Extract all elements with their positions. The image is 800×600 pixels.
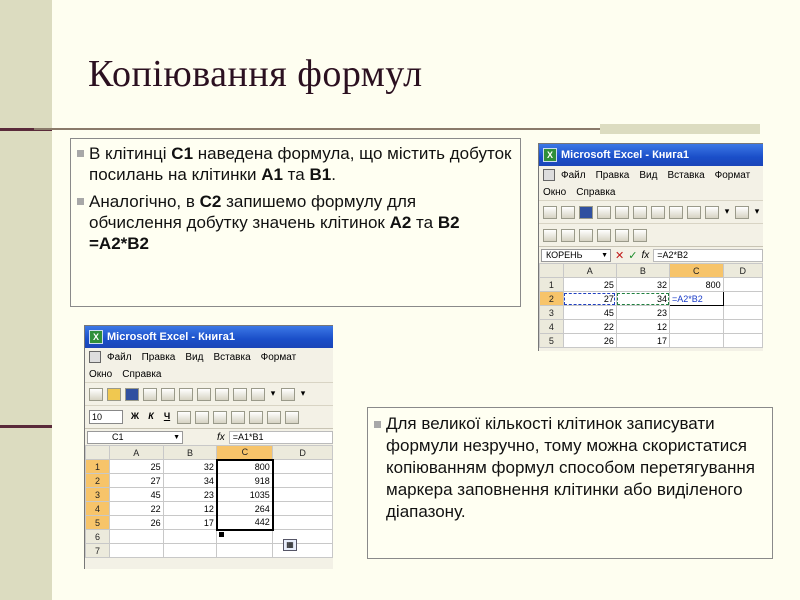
paste-options-icon[interactable]: ▦ xyxy=(283,539,297,551)
table-row xyxy=(86,502,333,516)
new-icon[interactable] xyxy=(89,388,103,401)
formatting-toolbar xyxy=(539,223,763,246)
chevron-down-icon[interactable]: ▾ xyxy=(300,387,306,398)
explanation-textbox xyxy=(70,138,521,307)
enter-icon[interactable]: ✓ xyxy=(628,249,638,262)
row-header[interactable]: 4 xyxy=(86,502,110,516)
chevron-down-icon[interactable]: ▾ xyxy=(724,205,730,216)
cell[interactable]: 32 xyxy=(163,460,217,474)
excel-title: Microsoft Excel - Книга1 xyxy=(107,331,236,343)
formula-bar xyxy=(85,428,333,445)
cancel-icon[interactable]: ✕ xyxy=(615,249,625,262)
slide-title: Копіювання формул xyxy=(88,53,423,95)
formula-input[interactable]: =A2*B2 xyxy=(653,249,763,262)
align-left-icon[interactable] xyxy=(177,411,191,424)
table-row xyxy=(540,278,763,292)
row-header[interactable]: 7 xyxy=(86,544,110,558)
redo-icon[interactable] xyxy=(735,206,749,219)
fill-handle[interactable] xyxy=(219,532,224,537)
chevron-down-icon: ▼ xyxy=(173,433,180,441)
cell[interactable]: 45 xyxy=(563,306,616,320)
formatting-toolbar xyxy=(85,405,333,428)
cell[interactable]: 23 xyxy=(616,306,669,320)
cell[interactable] xyxy=(109,544,163,558)
cell[interactable]: 26 xyxy=(563,334,616,348)
excel-window-filled xyxy=(84,325,333,569)
cell[interactable] xyxy=(273,544,333,558)
cell[interactable]: 22 xyxy=(109,502,163,516)
cell[interactable] xyxy=(723,334,762,348)
menu-bar xyxy=(539,166,763,184)
standard-toolbar xyxy=(85,382,333,405)
menu-edit[interactable]: Правка xyxy=(595,169,630,181)
cell[interactable]: 12 xyxy=(616,320,669,334)
menu-window[interactable]: Окно xyxy=(543,186,567,198)
cell[interactable] xyxy=(163,530,217,544)
cut-icon[interactable] xyxy=(633,206,647,219)
menu-format[interactable]: Формат xyxy=(714,169,751,181)
table-row xyxy=(86,488,333,502)
row-header[interactable]: 1 xyxy=(540,278,564,292)
preview-icon[interactable] xyxy=(161,388,175,401)
percent-icon[interactable] xyxy=(267,411,281,424)
table-row xyxy=(86,474,333,488)
row-header[interactable]: 3 xyxy=(86,488,110,502)
save-icon[interactable] xyxy=(125,388,139,401)
row-header[interactable]: 4 xyxy=(540,320,564,334)
function-icon[interactable]: fx xyxy=(641,249,650,261)
chevron-down-icon[interactable]: ▾ xyxy=(754,205,760,216)
excel-logo-icon: X xyxy=(543,148,557,162)
merge-icon[interactable] xyxy=(597,229,611,242)
column-header[interactable]: C xyxy=(217,446,273,460)
cell[interactable] xyxy=(273,474,333,488)
align-right-icon[interactable] xyxy=(213,411,227,424)
thousands-icon[interactable] xyxy=(285,411,299,424)
cell[interactable] xyxy=(109,530,163,544)
menu-help[interactable]: Справка xyxy=(122,368,162,380)
menu-view[interactable]: Вид xyxy=(185,351,204,363)
column-header[interactable]: D xyxy=(273,446,333,460)
cell[interactable]: 12 xyxy=(163,502,217,516)
font-size-select[interactable]: 10 xyxy=(89,410,123,424)
selected-cell[interactable]: 442 xyxy=(217,516,273,530)
editing-cell[interactable]: =A2*B2 xyxy=(670,292,724,306)
select-all-corner[interactable] xyxy=(86,446,110,460)
italic-icon[interactable]: К xyxy=(148,410,154,421)
cell[interactable] xyxy=(217,530,273,544)
table-row xyxy=(86,516,333,530)
column-header-row xyxy=(540,264,763,278)
paste-icon[interactable] xyxy=(669,206,683,219)
paragraph-3 xyxy=(378,413,764,523)
currency-icon[interactable] xyxy=(615,229,629,242)
print-icon[interactable] xyxy=(143,388,157,401)
underline-icon[interactable]: Ч xyxy=(163,410,171,421)
column-header[interactable]: C xyxy=(670,264,724,278)
document-icon xyxy=(89,351,101,363)
menu-view[interactable]: Вид xyxy=(639,169,658,181)
save-icon[interactable] xyxy=(579,206,593,219)
bullet-icon xyxy=(77,150,84,157)
print-icon[interactable] xyxy=(597,206,611,219)
cell[interactable] xyxy=(670,306,724,320)
excel-window-editing xyxy=(538,143,763,351)
menu-help[interactable]: Справка xyxy=(576,186,616,198)
redo-icon[interactable] xyxy=(281,388,295,401)
selected-cell[interactable]: 800 xyxy=(217,460,273,474)
table-row xyxy=(86,460,333,474)
selected-cell[interactable]: 1035 xyxy=(217,488,273,502)
align-center-icon[interactable] xyxy=(561,229,575,242)
cell[interactable]: 17 xyxy=(163,516,217,530)
row-header[interactable]: 3 xyxy=(540,306,564,320)
cell[interactable] xyxy=(723,278,762,292)
menu-bar xyxy=(85,348,333,366)
column-header[interactable]: D xyxy=(723,264,762,278)
preview-icon[interactable] xyxy=(615,206,629,219)
paragraph-2 xyxy=(81,191,512,254)
copy-icon[interactable] xyxy=(197,388,211,401)
open-icon[interactable] xyxy=(107,388,121,401)
worksheet-grid xyxy=(539,263,763,348)
copy-icon[interactable] xyxy=(651,206,665,219)
copy-tip-textbox xyxy=(367,407,773,559)
cell[interactable] xyxy=(273,502,333,516)
menu-bar-2 xyxy=(539,184,763,200)
column-header-row xyxy=(86,446,333,460)
row-header[interactable]: 2 xyxy=(540,292,564,306)
menu-file[interactable]: Файл xyxy=(561,169,586,181)
excel-logo-icon: X xyxy=(89,330,103,344)
selected-cell[interactable]: 264 xyxy=(217,502,273,516)
percent-icon[interactable] xyxy=(633,229,647,242)
cell[interactable] xyxy=(217,544,273,558)
cell[interactable] xyxy=(273,530,333,544)
cell[interactable] xyxy=(163,544,217,558)
table-row xyxy=(540,292,763,306)
paragraph-1 xyxy=(81,143,512,185)
row-header[interactable]: 5 xyxy=(86,516,110,530)
chevron-down-icon: ▼ xyxy=(601,251,608,259)
undo-icon[interactable] xyxy=(251,388,265,401)
select-all-corner[interactable] xyxy=(540,264,564,278)
new-icon[interactable] xyxy=(543,206,557,219)
chevron-down-icon[interactable]: ▾ xyxy=(270,387,276,398)
cell[interactable]: 45 xyxy=(109,488,163,502)
cell[interactable] xyxy=(723,306,762,320)
excel-title: Microsoft Excel - Книга1 xyxy=(561,149,690,161)
paragraph-2-text: Аналогічно, в С2 запишемо формулу для обчислення добутку значень клітинок А2 та В2 =А2*В2 xyxy=(89,192,460,253)
decorative-side-band xyxy=(0,0,52,600)
row-header[interactable]: 1 xyxy=(86,460,110,474)
function-icon[interactable]: fx xyxy=(217,431,225,443)
menu-format[interactable]: Формат xyxy=(260,351,297,363)
menu-window[interactable]: Окно xyxy=(89,368,113,380)
format-painter-icon[interactable] xyxy=(233,388,247,401)
cell[interactable]: 34 xyxy=(616,292,669,306)
align-right-icon[interactable] xyxy=(579,229,593,242)
cell[interactable] xyxy=(670,320,724,334)
cell[interactable]: 27 xyxy=(563,292,616,306)
open-icon[interactable] xyxy=(561,206,575,219)
paragraph-1-text: В клітинці С1 наведена формула, що містить добуток посилань на клітинки А1 та В1. xyxy=(89,144,512,184)
table-row xyxy=(540,334,763,348)
align-center-icon[interactable] xyxy=(195,411,209,424)
band-divider xyxy=(0,425,52,428)
selected-cell[interactable]: 918 xyxy=(217,474,273,488)
cell[interactable]: 23 xyxy=(163,488,217,502)
menu-insert[interactable]: Вставка xyxy=(667,169,705,181)
menu-insert[interactable]: Вставка xyxy=(213,351,251,363)
name-box[interactable]: КОРЕНЬ ▼ xyxy=(541,249,611,262)
formula-input[interactable]: =A1*B1 xyxy=(229,431,333,444)
merge-icon[interactable] xyxy=(231,411,245,424)
paste-icon[interactable] xyxy=(215,388,229,401)
paragraph-3-text: Для великої кількості клітинок записувати формули незручно, тому можна скористатися копіюванням формул способом перетягування маркера заповнення клітинки або виділеного діапазону. xyxy=(386,414,755,521)
cell[interactable] xyxy=(723,292,762,306)
currency-icon[interactable] xyxy=(249,411,263,424)
row-header[interactable]: 2 xyxy=(86,474,110,488)
cell[interactable]: 800 xyxy=(670,278,724,292)
cell[interactable]: 26 xyxy=(109,516,163,530)
menu-edit[interactable]: Правка xyxy=(141,351,176,363)
column-header[interactable]: A xyxy=(109,446,163,460)
cell[interactable]: 25 xyxy=(109,460,163,474)
cell[interactable]: 22 xyxy=(563,320,616,334)
cell[interactable]: 25 xyxy=(563,278,616,292)
cell[interactable]: 27 xyxy=(109,474,163,488)
cell[interactable] xyxy=(273,460,333,474)
undo-icon[interactable] xyxy=(705,206,719,219)
column-header[interactable]: B xyxy=(616,264,669,278)
cell[interactable]: 17 xyxy=(616,334,669,348)
column-header[interactable]: B xyxy=(163,446,217,460)
bullet-icon xyxy=(374,421,381,428)
cell[interactable] xyxy=(723,320,762,334)
column-header[interactable]: A xyxy=(563,264,616,278)
cell[interactable] xyxy=(670,334,724,348)
cell[interactable] xyxy=(273,516,333,530)
cell[interactable]: 34 xyxy=(163,474,217,488)
menu-file[interactable]: Файл xyxy=(107,351,132,363)
cell[interactable] xyxy=(273,488,333,502)
excel-title-bar xyxy=(539,144,763,166)
standard-toolbar xyxy=(539,200,763,223)
table-row xyxy=(540,320,763,334)
align-left-icon[interactable] xyxy=(543,229,557,242)
excel-title-bar xyxy=(85,326,333,348)
title-rule-accent xyxy=(600,124,760,134)
name-box[interactable]: C1 ▼ xyxy=(87,431,183,444)
cell[interactable]: 32 xyxy=(616,278,669,292)
row-header[interactable]: 5 xyxy=(540,334,564,348)
bold-icon[interactable]: Ж xyxy=(130,410,140,421)
table-row xyxy=(540,306,763,320)
formula-bar xyxy=(539,246,763,263)
bullet-icon xyxy=(77,198,84,205)
format-painter-icon[interactable] xyxy=(687,206,701,219)
row-header[interactable]: 6 xyxy=(86,530,110,544)
document-icon xyxy=(543,169,555,181)
menu-bar-2 xyxy=(85,366,333,382)
cut-icon[interactable] xyxy=(179,388,193,401)
